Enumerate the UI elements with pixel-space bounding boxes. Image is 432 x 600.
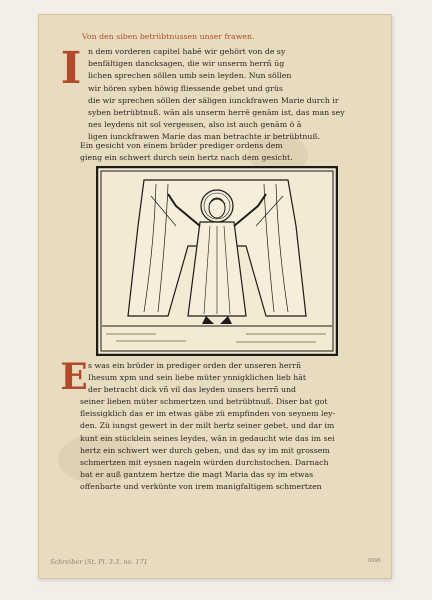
text-line: hertz ein schwert wer durch geben, und das sy im mit grossem (80, 445, 330, 455)
text-line: gieng ein schwert durch sein hertz nach dem gesicht. (80, 153, 293, 163)
decorated-initial-e: E (60, 356, 88, 398)
text-line: Ihesum xpm und sein liebe müter ynnigklichen lieb hāt (88, 373, 307, 383)
paragraph-1 (88, 46, 345, 144)
decorated-initial-i: I (60, 43, 82, 94)
text-line: benfältigen dancksagen, die wir unserm herrñ ūg (88, 59, 285, 69)
text-line: schmertzen mit eysnen nageln würden durchstochen. Darnach (80, 458, 329, 468)
text-line: kunt ein stücklein seines leydes, wān in gedaucht wie das im sei (80, 433, 335, 443)
woodcut-drawing (96, 166, 338, 356)
woodcut-illustration (96, 166, 338, 356)
paragraph-2 (80, 140, 293, 164)
collection-stamp: 0096 (368, 558, 381, 564)
text-line: n dem vorderen capitel habē wir gehört von de sy (88, 47, 286, 56)
text-line: offenbarte und verkünte von irem manigfaltigem schmertzen (80, 482, 322, 492)
text-line: bat er auß gantzem hertze die magt Maria das sy im etwas (80, 470, 314, 480)
text-line: den. Zü iungst gewert in der milt hertz seiner gebet, und dar im (80, 421, 335, 431)
pencil-inscription: Schreiber (St. Pl. 3.3. no. 171 (50, 558, 148, 566)
text-line: seiner lieben müter schmertzen und betrübtnuß. Diser bat got (80, 397, 328, 406)
text-line: nes leydens nit sol vergessen, also ist auch genām ö ā (88, 120, 302, 130)
text-line: lichen sprechen söllen umb sein leyden. Nun söllen (88, 71, 292, 81)
text-line: wir hören syben höwig fliessende gebet und grüs (88, 83, 283, 93)
paragraph-3-opening (88, 360, 306, 397)
chapter-heading: Von den siben betrübtnussen unser frawen. (82, 32, 255, 41)
paragraph-3-body (80, 396, 335, 494)
text-line: der betracht dick vñ vil das leyden unsers herrñ und (88, 385, 296, 395)
text-line: die wir sprechen söllen der säligen iunckfrawen Marie durch ir (88, 95, 339, 105)
text-line: s was ein brüder in prediger orden der unseren herrñ (88, 361, 302, 370)
text-line: fleissigklich das er im etwas gäbe zü empfinden von seynem ley- (80, 409, 336, 419)
text-line: ligen iunckfrawen Marie das man betrachte ir betrübtnuß. (88, 132, 321, 142)
text-line: syben betrübtnuß. wān als unserm herrē genām ist, das man sey (88, 108, 345, 118)
text-line: Ein gesicht von einem brüder prediger ordens dem (80, 141, 283, 150)
